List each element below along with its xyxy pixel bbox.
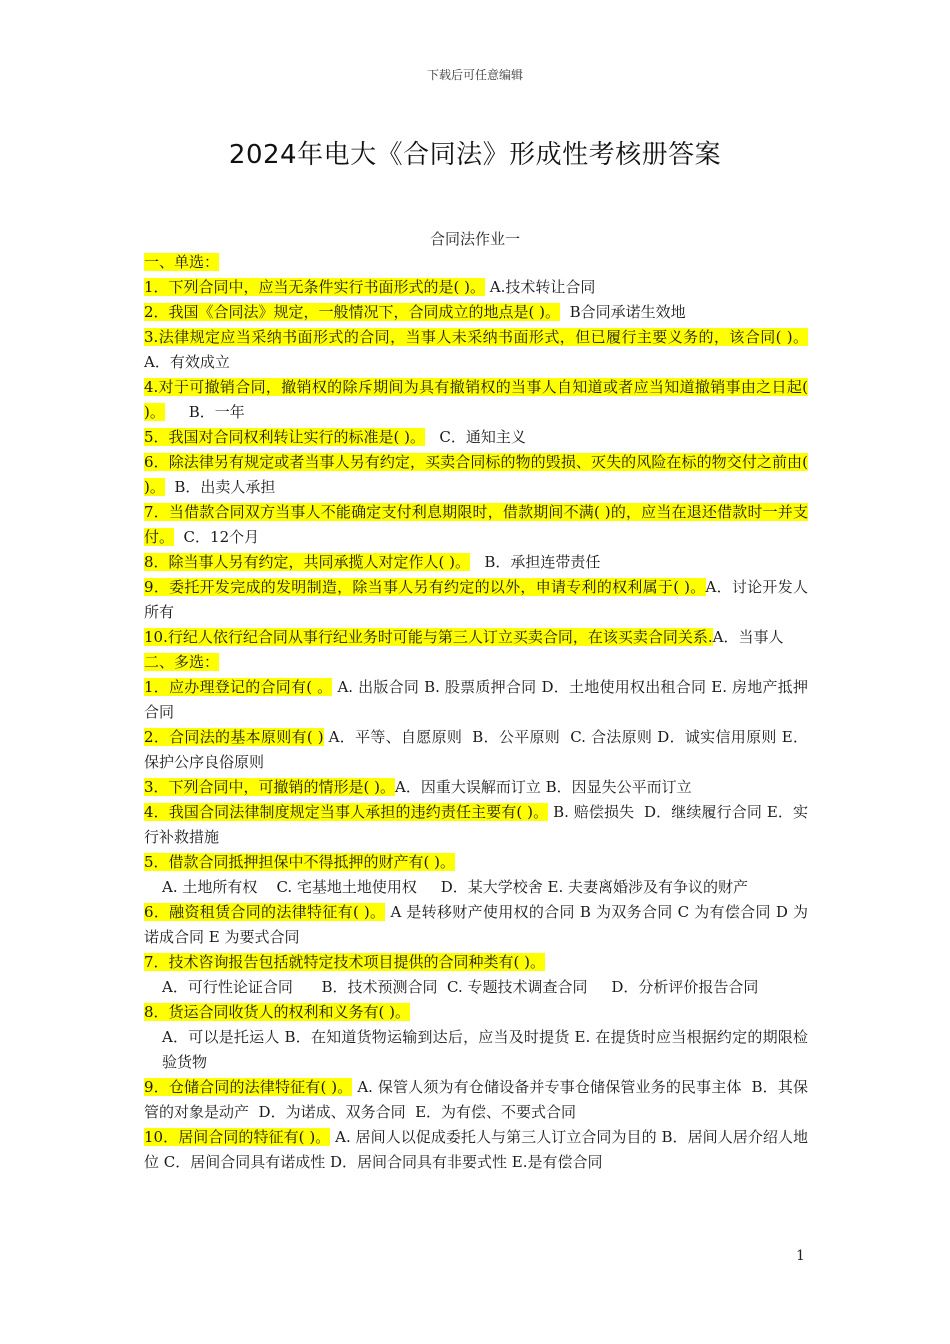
answer-text: B．一年 — [164, 403, 245, 421]
question-item — [144, 775, 808, 800]
answer-line: A. 土地所有权 C. 宅基地土地使用权 D．某大学校舍 E. 夫妻离婚涉及有争议的财产 — [162, 878, 749, 896]
question-item — [144, 675, 808, 725]
answer-text: B．出卖人承担 — [164, 478, 276, 496]
question-item — [144, 800, 808, 850]
answer-text: B. 赔偿损失 D．继续履行合同 E．实行补救措施 — [144, 803, 808, 846]
question-text: 3．下列合同中，可撤销的情形是( )。 — [144, 778, 396, 796]
single-choice-list — [144, 275, 813, 650]
section-heading-single: 一、单选： — [144, 253, 220, 271]
answer-text: A．因重大误解而订立 B．因显失公平而订立 — [395, 778, 692, 796]
question-text: 10．居间合同的特征有( )。 — [144, 1128, 331, 1146]
question-text: 8．货运合同收货人的权利和义务有( )。 — [144, 1003, 411, 1021]
question-text: 5．借款合同抵押担保中不得抵押的财产有( )。 — [144, 853, 456, 871]
question-item — [144, 900, 808, 950]
answer-text: A．有效成立 — [144, 328, 813, 371]
question-text: 2．我国《合同法》规定，一般情况下，合同成立的地点是( )。 — [144, 303, 561, 321]
answer-text: A 是转移财产使用权的合同 B 为双务合同 C 为有偿合同 D 为诺成合同 E 为要式合同 — [144, 903, 808, 946]
question-text: 4.对于可撤销合同，撤销权的除斥期间为具有撤销权的当事人自知道或者应当知道撤销事由之日起( )。 — [144, 378, 808, 421]
answer-text: A．平等、自愿原则 B．公平原则 C. 合法原则 D．诚实信用原则 E．保护公序良俗原则 — [144, 728, 808, 771]
page-header: 下载后可任意编辑 — [426, 68, 523, 82]
question-item — [144, 325, 813, 375]
multi-choice-list — [144, 675, 808, 1175]
question-text: 1．应办理登记的合同有( 。 — [144, 678, 333, 696]
question-text: 1．下列合同中，应当无条件实行书面形式的是( )。 — [144, 278, 486, 296]
question-item — [144, 625, 808, 650]
answer-text: B合同承诺生效地 — [560, 303, 686, 321]
question-text: 9．仓储合同的法律特征有( )。 — [144, 1078, 353, 1096]
section-heading-multi: 二、多选： — [144, 653, 220, 671]
question-text: 6．除法律另有规定或者当事人另有约定，买卖合同标的物的毁损、灭失的风险在标的物交付之前由( )。 — [144, 453, 808, 496]
question-text: 7．技术咨询报告包括就特定技术项目提供的合同种类有( )。 — [144, 953, 546, 971]
answer-line: A．可以是托运人 B．在知道货物运输到达后，应当及时提货 E. 在提货时应当根据约定的期限检验货物 — [162, 1028, 808, 1071]
document-title: 2024年电大《合同法》形成性考核册答案 — [228, 140, 722, 170]
question-text: 3.法律规定应当采纳书面形式的合同，当事人未采纳书面形式，但已履行主要义务的，该合同( )。 — [144, 328, 808, 346]
question-text: 5．我国对合同权利转让实行的标准是( )。 — [144, 428, 426, 446]
answer-text: A．讨论开发人所有 — [144, 578, 808, 621]
question-item — [144, 275, 808, 300]
question-item — [144, 1125, 808, 1175]
question-item — [144, 1000, 808, 1025]
answer-text: C．通知主义 — [425, 428, 526, 446]
question-item — [144, 1075, 808, 1125]
answer-text: A. 出版合同 B. 股票质押合同 D．土地使用权出租合同 E. 房地产抵押合同 — [144, 678, 808, 721]
question-item — [144, 425, 808, 450]
page-number: 1 — [796, 1248, 805, 1264]
question-item — [144, 725, 808, 775]
question-item — [144, 850, 808, 875]
answer-text: A. 保管人须为有仓储设备并专事仓储保管业务的民事主体 B．其保管的对象是动产 D．为诺成、双务合同 E．为有偿、不要式合同 — [144, 1078, 808, 1121]
question-item — [144, 450, 808, 500]
answer-text: B．承担连带责任 — [470, 553, 601, 571]
question-item — [144, 300, 808, 325]
question-text: 4．我国合同法律制度规定当事人承担的违约责任主要有( )。 — [144, 803, 549, 821]
answer-text: A.技术转让合同 — [485, 278, 596, 296]
question-text: 7．当借款合同双方当事人不能确定支付利息期限时，借款期间不满( )的，应当在退还借款时一并支付。 — [144, 503, 808, 546]
question-text: 10.行纪人依行纪合同从事行纪业务时可能与第三人订立买卖合同，在该买卖合同关系. — [144, 628, 713, 646]
question-item — [144, 550, 808, 575]
question-text: 2．合同法的基本原则有( ) — [144, 728, 324, 746]
question-item — [144, 575, 808, 625]
answer-text: C．12个月 — [174, 528, 260, 546]
question-item — [144, 500, 808, 550]
answer-line: A．可行性论证合同 B．技术预测合同 C. 专题技术调查合同 D．分析评价报告合同 — [162, 978, 759, 996]
document-body — [144, 250, 813, 1175]
question-item — [144, 375, 808, 425]
answer-text: A. 居间人以促成委托人与第三人订立合同为目的 B．居间人居介绍人地位 C．居间合同具有诺成性 D．居间合同具有非要式性 E.是有偿合同 — [144, 1128, 809, 1171]
answer-text: A．当事人 — [712, 628, 784, 646]
question-text: 8．除当事人另有约定，共同承揽人对定作人( )。 — [144, 553, 471, 571]
question-item — [144, 950, 808, 975]
section-subtitle: 合同法作业一 — [429, 230, 520, 248]
question-text: 9．委托开发完成的发明制造，除当事人另有约定的以外，申请专利的权利属于( )。 — [144, 578, 706, 596]
question-text: 6．融资租赁合同的法律特征有( )。 — [144, 903, 386, 921]
